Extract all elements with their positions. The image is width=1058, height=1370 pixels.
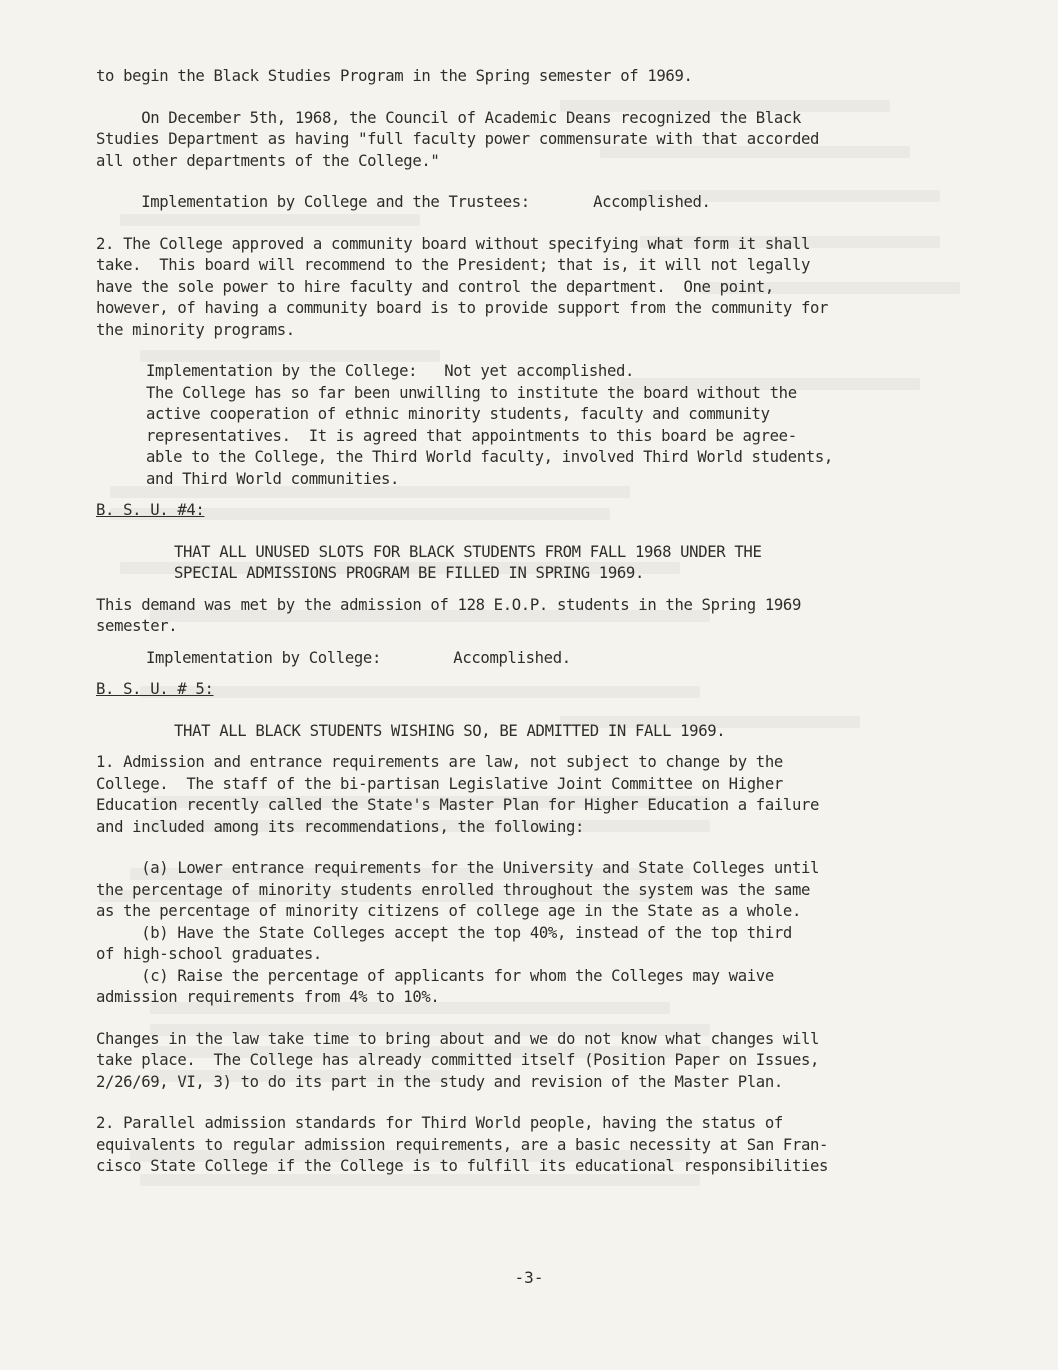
paragraph-gap	[96, 172, 976, 192]
text-line: 2/26/69, VI, 3) to do its part in the study and revision of the Master Plan.	[96, 1072, 783, 1091]
text-line: the minority programs.	[96, 320, 295, 339]
text-line: THAT ALL BLACK STUDENTS WISHING SO, BE ADMITTED IN FALL 1969.	[174, 721, 726, 740]
text-line: and included among its recommendations, the following:	[96, 817, 585, 836]
section-heading	[96, 500, 976, 522]
text-line: The College has so far been unwilling to institute the board without the	[146, 383, 797, 402]
text-line: semester.	[96, 617, 178, 635]
text-line: active cooperation of ethnic minority students, faculty and community	[146, 405, 770, 423]
text-line: Studies Department as having "full faculty power commensurate with that accorded	[96, 130, 820, 148]
underlined-heading-text: B. S. U. # 5:	[96, 680, 214, 698]
text-line: as the percentage of minority citizens of college age in the State as a whole.	[96, 902, 801, 920]
text-line: able to the College, the Third World faculty, involved Third World students,	[146, 448, 833, 466]
text-line: equivalents to regular admission requirements, are a basic necessity at San Fran-	[96, 1135, 829, 1154]
paragraph-gap	[96, 742, 976, 752]
text-line: (b) Have the State Colleges accept the top 40%, instead of the top third	[96, 923, 792, 942]
document-body	[96, 66, 976, 1178]
text-line: 2. Parallel admission standards for Third World people, having the status of	[96, 1114, 783, 1132]
text-line: (c) Raise the percentage of applicants for whom the Colleges may waive	[96, 966, 774, 985]
text-line: and Third World communities.	[146, 469, 400, 488]
paragraph-gap	[96, 88, 976, 108]
text-line: Education recently called the State's Master Plan for Higher Education a failure	[96, 796, 820, 814]
text-line: the percentage of minority students enrolled throughout the system was the same	[96, 880, 811, 899]
text-line: College. The staff of the bi-partisan Legislative Joint Committee on Higher	[96, 774, 783, 793]
paragraph-gap	[96, 214, 976, 234]
underlined-heading-text: B. S. U. #4:	[96, 501, 205, 519]
text-line: however, of having a community board is to provide support from the community for	[96, 299, 829, 317]
text-line: (a) Lower entrance requirements for the University and State Colleges until	[96, 859, 820, 877]
text-line: Implementation by College: Accomplished.	[146, 648, 571, 667]
text-line: SPECIAL ADMISSIONS PROGRAM BE FILLED IN SPRING 1969.	[174, 564, 644, 582]
paragraph-gap	[96, 669, 976, 679]
text-line: of high-school graduates.	[96, 945, 322, 963]
paragraph-gap	[96, 838, 976, 858]
text-line: Implementation by the College: Not yet accomplished.	[146, 362, 635, 380]
text-line: THAT ALL UNUSED SLOTS FOR BLACK STUDENTS FROM FALL 1968 UNDER THE	[174, 542, 762, 561]
paragraph-gap	[96, 701, 976, 721]
paragraph-gap	[96, 638, 976, 648]
paragraph-gap	[96, 490, 976, 500]
text-line: 1. Admission and entrance requirements are law, not subject to change by the	[96, 753, 783, 771]
text-line: On December 5th, 1968, the Council of Academic Deans recognized the Black	[96, 108, 801, 127]
text-line: to begin the Black Studies Program in the Spring semester of 1969.	[96, 67, 693, 85]
text-line: have the sole power to hire faculty and control the department. One point,	[96, 277, 774, 296]
text-line: take. This board will recommend to the President; that is, it will not legally	[96, 256, 811, 274]
text-line: admission requirements from 4% to 10%.	[96, 988, 440, 1006]
paragraph-gap	[96, 522, 976, 542]
paragraph-gap	[96, 585, 976, 595]
section-heading	[96, 679, 976, 701]
text-line: representatives. It is agreed that appointments to this board be agree-	[146, 426, 797, 445]
text-line: 2. The College approved a community board without specifying what form it shall	[96, 234, 811, 253]
paragraph-gap	[96, 1009, 976, 1029]
text-line: Changes in the law take time to bring about and we do not know what changes will	[96, 1029, 820, 1048]
text-line: all other departments of the College."	[96, 151, 440, 170]
paragraph-gap	[96, 1093, 976, 1113]
text-line: cisco State College if the College is to fulfill its educational responsibilities	[96, 1157, 829, 1175]
paragraph-gap	[96, 341, 976, 361]
text-line: Implementation by College and the Trustees: Accomplished.	[96, 193, 711, 211]
text-line: take place. The College has already committed itself (Position Paper on Issues,	[96, 1051, 820, 1069]
page-number: -3-	[514, 1268, 544, 1287]
text-line: This demand was met by the admission of 128 E.O.P. students in the Spring 1969	[96, 595, 801, 614]
